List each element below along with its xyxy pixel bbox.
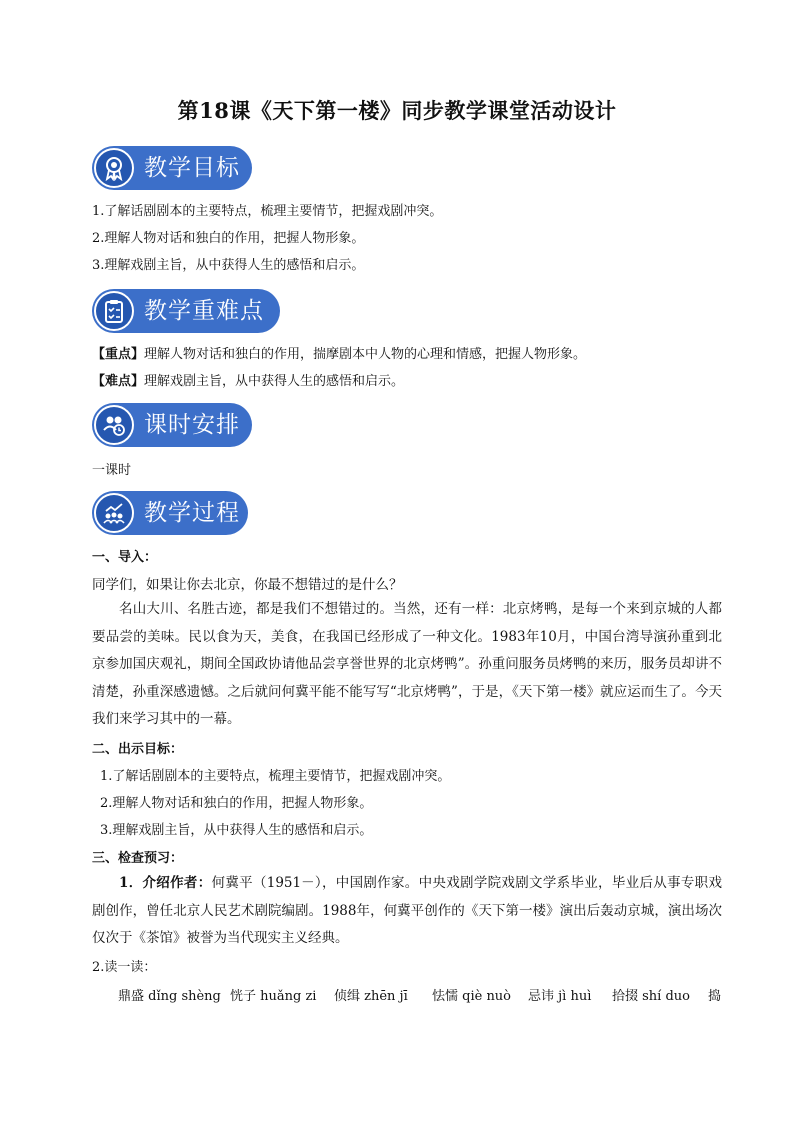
intro-heading: 一、导入： [92, 550, 158, 565]
difficult-label: 【难点】 [92, 374, 145, 389]
clipboard-checklist-icon [94, 291, 134, 331]
pinyin-row [0, 985, 794, 1007]
intro-paragraph [92, 596, 722, 734]
goals-heading: 二、出示目标： [92, 742, 184, 757]
objective-item: 3.理解戏剧主旨，从中获得人生的感悟和启示。 [92, 258, 365, 273]
preview-heading: 三、检查预习： [92, 851, 184, 866]
goal-item: 2.理解人物对话和独白的作用，把握人物形象。 [100, 796, 373, 811]
goal-item: 1.了解话剧剧本的主要特点，梳理主要情节，把握戏剧冲突。 [100, 769, 451, 784]
group-chart-icon [94, 493, 134, 533]
page-title: 第18课《天下第一楼》同步教学课堂活动设计 [177, 98, 617, 123]
intro-question: 同学们，如果让你去北京，你最不想错过的是什么？ [92, 577, 403, 593]
objective-item: 2.理解人物对话和独白的作用，把握人物形象。 [92, 231, 365, 246]
pinyin-item: 鼎盛 dǐng shèng [118, 989, 221, 1004]
section-heading: 课时安排 [144, 412, 240, 438]
key-label: 【重点】 [92, 347, 145, 362]
section-badge-schedule [92, 403, 252, 447]
pinyin-item: 忌讳 jì huì [528, 989, 592, 1004]
author-label: 1．介绍作者： [119, 875, 212, 891]
section-heading: 教学过程 [144, 500, 240, 526]
people-clock-icon [94, 405, 134, 445]
section-badge-objectives [92, 146, 252, 190]
section-badge-process [92, 491, 248, 535]
section-heading: 教学重难点 [144, 298, 264, 324]
read-heading: 2.读一读： [92, 960, 157, 975]
key-text: 理解人物对话和独白的作用，揣摩剧本中人物的心理和情感，把握人物形象。 [144, 347, 587, 362]
pinyin-item: 拾掇 shí duo [612, 989, 690, 1004]
key-point-line [92, 345, 586, 365]
award-ribbon-icon [94, 148, 134, 188]
difficult-text: 理解戏剧主旨，从中获得人生的感悟和启示。 [144, 374, 405, 389]
pinyin-item: 侦缉 zhēn jī [334, 989, 408, 1004]
section-heading: 教学目标 [144, 155, 240, 181]
difficult-point-line [92, 372, 404, 392]
goal-item: 3.理解戏剧主旨，从中获得人生的感悟和启示。 [100, 823, 373, 838]
author-paragraph [92, 870, 722, 953]
pinyin-item: 恍子 huǎng zi [230, 989, 317, 1004]
section-badge-key-points [92, 289, 280, 333]
pinyin-item: 捣 [708, 989, 722, 1004]
pinyin-item: 怯懦 qiè nuò [432, 989, 512, 1004]
schedule-text: 一课时 [92, 463, 132, 478]
author-text: 何冀平（1951－），中国剧作家。中央戏剧学院戏剧文学系毕业，毕业后从事专职戏剧创作，曾任北京人民艺术剧院编剧。1988年，何冀平创作的《天下第一楼》演出后轰动京城，演出场次仅次于《茶馆》被誉为当代现实主义经典。 [92, 875, 722, 946]
objective-item: 1.了解话剧剧本的主要特点，梳理主要情节，把握戏剧冲突。 [92, 204, 443, 219]
intro-paragraph-text: 名山大川、名胜古迹，都是我们不想错过的。当然，还有一样：北京烤鸭，是每一个来到京城的人都要品尝的美味。民以食为天，美食，在我国已经形成了一种文化。1983年10月，中国台湾导演孙重到北京参加国庆观礼，期间全国政协请他品尝享誉世界的北京烤鸭”。孙重问服务员烤鸭的来历，服务员却讲不清楚，孙重深感遗憾。之后就问何冀平能不能写写“北京烤鸭”，于是，《天下第一楼》就应运而生了。今天我们来学习其中的一幕。 [92, 601, 722, 727]
